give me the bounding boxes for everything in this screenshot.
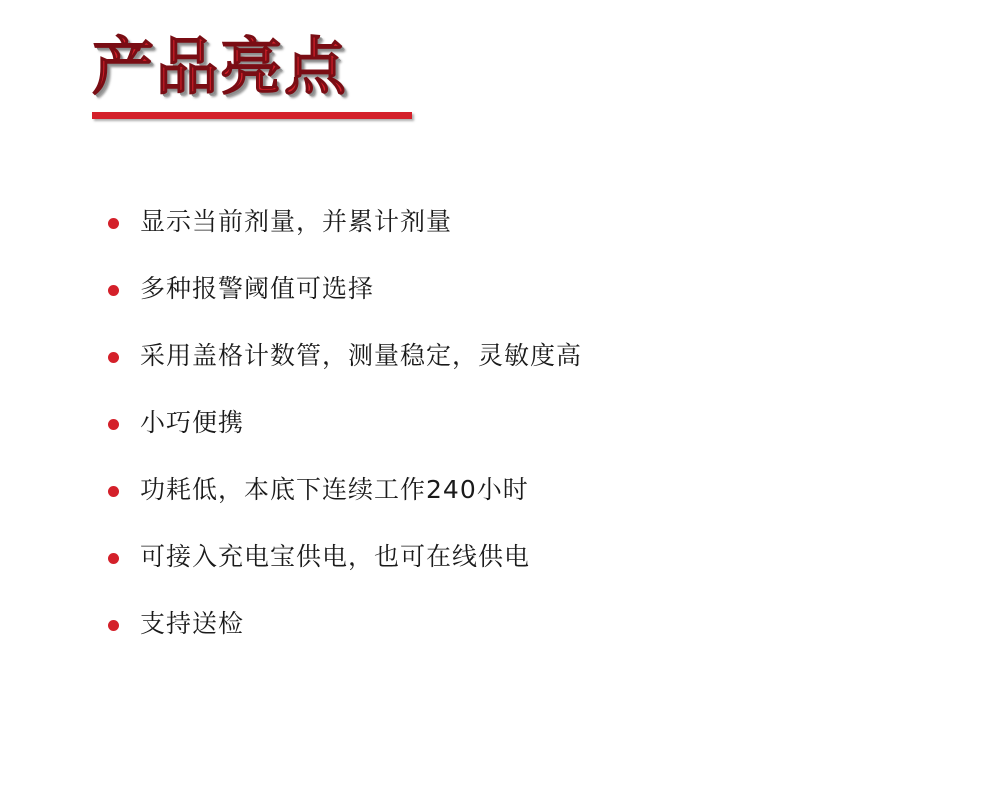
list-item-label: 可接入充电宝供电，也可在线供电: [140, 542, 531, 571]
list-item: [108, 406, 928, 473]
list-item: [108, 540, 928, 607]
page-title: 产品亮点: [92, 30, 349, 103]
bullet-dot-icon: [108, 486, 119, 497]
list-item: [108, 272, 928, 339]
bullet-dot-icon: [108, 553, 119, 564]
title-underline-rule: [92, 112, 412, 119]
list-item-label: 支持送检: [140, 609, 245, 638]
highlights-list: [108, 205, 928, 674]
bullet-dot-icon: [108, 285, 119, 296]
bullet-dot-icon: [108, 218, 119, 229]
list-item-label: 采用盖格计数管，测量稳定，灵敏度高: [140, 341, 583, 370]
list-item: [108, 339, 928, 406]
list-item-label: 显示当前剂量，并累计剂量: [140, 207, 453, 236]
list-item-label: 多种报警阈值可选择: [140, 274, 375, 303]
list-item: [108, 607, 928, 674]
list-item-label: 小巧便携: [140, 408, 245, 437]
list-item: [108, 205, 928, 272]
title-block: [92, 30, 612, 119]
bullet-dot-icon: [108, 620, 119, 631]
list-item-label: 功耗低，本底下连续工作240小时: [140, 475, 529, 504]
list-item: [108, 473, 928, 540]
bullet-dot-icon: [108, 352, 119, 363]
bullet-dot-icon: [108, 419, 119, 430]
